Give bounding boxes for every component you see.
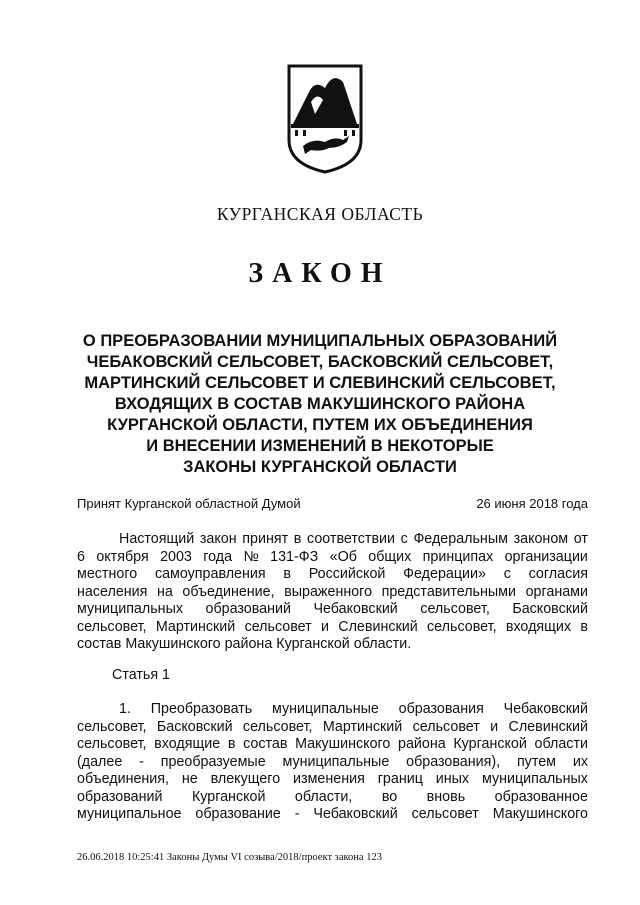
region-heading: КУРГАНСКАЯ ОБЛАСТЬ xyxy=(216,204,424,224)
paragraph-line: населения на объединение, выраженного представительными органами xyxy=(77,583,588,600)
law-title-line: ЗАКОНЫ КУРГАНСКОЙ ОБЛАСТИ xyxy=(183,458,457,476)
preamble-paragraph xyxy=(77,531,588,654)
paragraph-line: сельсовет, Мартинский сельсовет и Слевинский сельсовет, входящих в xyxy=(77,618,588,635)
article-heading: Статья 1 xyxy=(112,667,171,683)
paragraph-line: (далее - преобразуемые муниципальные образования), путем их xyxy=(77,753,588,770)
paragraph-line: 6 октября 2003 года № 131-ФЗ «Об общих принципах организации xyxy=(77,548,588,565)
paragraph-line: муниципальное образование - Чебаковский сельсовет Макушинского xyxy=(77,806,588,822)
paragraph-line: 1. Преобразовать муниципальные образования Чебаковский xyxy=(119,701,588,717)
paragraph-line: местного самоуправления в Российской Федерации» с согласия xyxy=(77,566,588,582)
coat-of-arms-emblem xyxy=(285,62,365,174)
law-title-line: ВХОДЯЩИХ В СОСТАВ МАКУШИНСКОГО РАЙОНА xyxy=(114,395,526,413)
paragraph-line: сельсовет, Басковский сельсовет, Мартинский сельсовет и Слевинский xyxy=(77,718,588,735)
law-title-line: МАРТИНСКИЙ СЕЛЬСОВЕТ И СЛЕВИНСКИЙ СЕЛЬСОВЕТ, xyxy=(84,374,556,392)
law-title xyxy=(0,331,640,478)
footer-stamp: 26.06.2018 10:25:41 Законы Думы VI созыва/2018/проект закона 123 xyxy=(77,852,382,863)
paragraph-line: муниципальных образований Чебаковский сельсовет, Басковский xyxy=(77,601,588,617)
law-title-line: КУРГАНСКОЙ ОБЛАСТИ, ПУТЕМ ИХ ОБЪЕДИНЕНИЯ xyxy=(107,416,533,434)
paragraph-line: Настоящий закон принят в соответствии с Федеральным законом от xyxy=(119,531,588,547)
paragraph-line: сельсовет, входящие в состав Макушинского района Курганской области xyxy=(77,736,588,752)
paragraph-line: объединения, не влекущего изменения границ иных муниципальных xyxy=(77,771,588,787)
document-type-heading: ЗАКОН xyxy=(248,258,392,289)
paragraph-line: состав Макушинского района Курганской области. xyxy=(77,636,412,652)
adopted-by: Принят Курганской областной Думой xyxy=(77,496,301,511)
law-title-line: О ПРЕОБРАЗОВАНИИ МУНИЦИПАЛЬНЫХ ОБРАЗОВАНИЙ xyxy=(82,332,558,350)
article-paragraph xyxy=(77,701,588,824)
paragraph-line: образований Курганской области, во вновь образованное xyxy=(77,788,588,805)
law-title-line: ЧЕБАКОВСКИЙ СЕЛЬСОВЕТ, БАСКОВСКИЙ СЕЛЬСОВЕТ, xyxy=(86,353,554,371)
law-title-line: И ВНЕСЕНИИ ИЗМЕНЕНИЙ В НЕКОТОРЫЕ xyxy=(146,437,494,455)
adoption-line xyxy=(77,496,588,511)
adoption-date: 26 июня 2018 года xyxy=(476,496,588,511)
